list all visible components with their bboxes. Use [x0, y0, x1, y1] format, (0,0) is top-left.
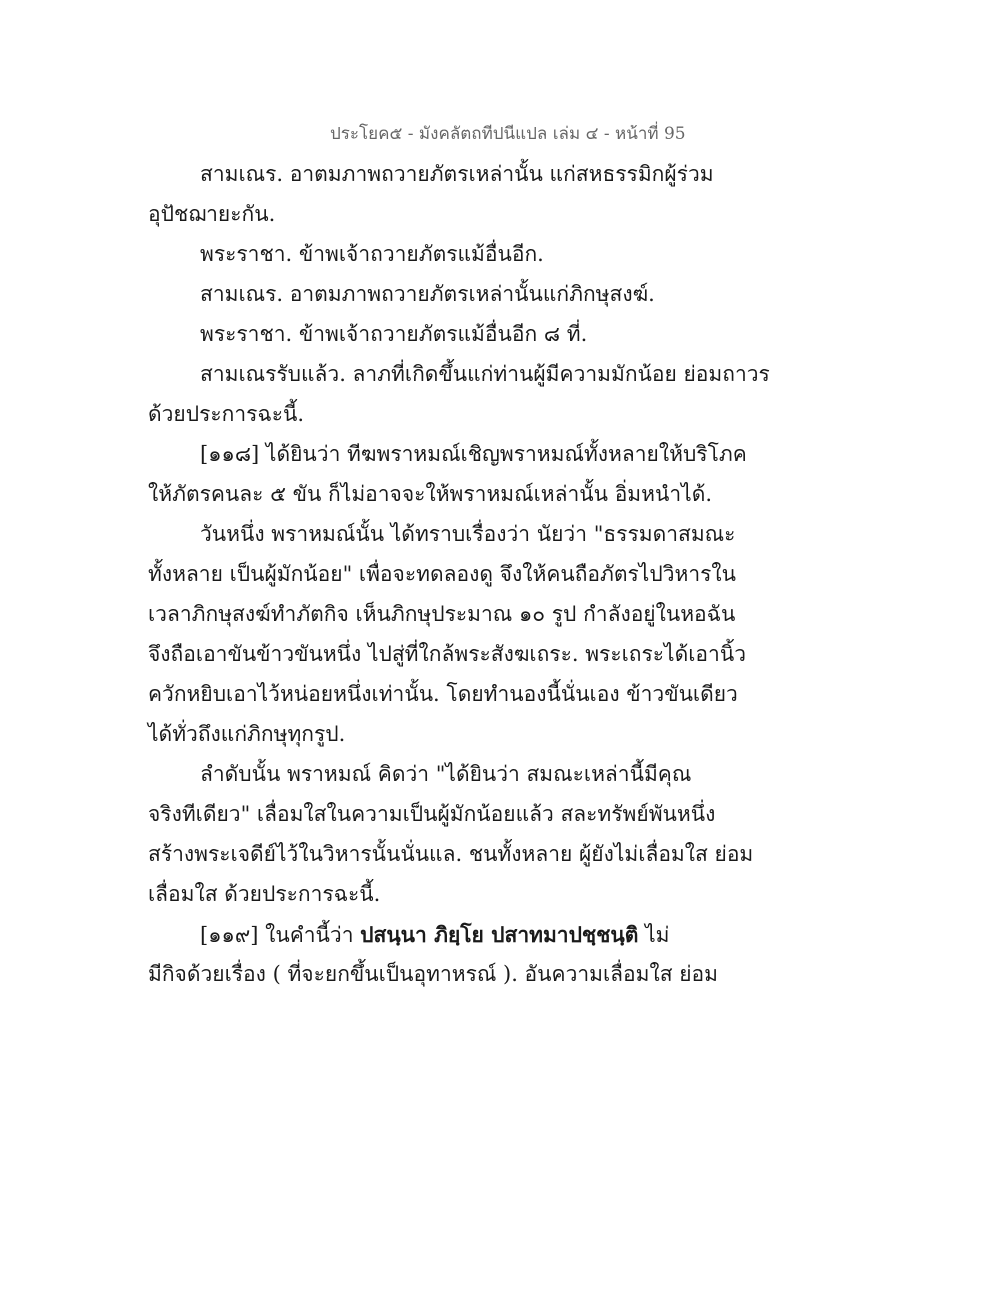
- text-line: จริงทีเดียว" เลื่อมใสในความเป็นผู้มักน้อยแล้ว สละทรัพย์พันหนึ่ง: [148, 802, 716, 826]
- text-line: ด้วยประการฉะนี้.: [148, 402, 305, 426]
- text-line: สามเณร. อาตมภาพถวายภัตรเหล่านั้น แก่สหธรรมิกผู้ร่วม: [200, 162, 714, 186]
- text-line: อุปัชฌายะกัน.: [148, 202, 276, 226]
- text-line: จึงถือเอาขันข้าวขันหนึ่ง ไปสู่ที่ใกล้พระสังฆเถระ. พระเถระได้เอานิ้ว: [148, 642, 746, 666]
- text-line: ให้ภัตรคนละ ๕ ขัน ก็ไม่อาจจะให้พราหมณ์เหล่านั้น อิ่มหนำได้.: [148, 482, 713, 506]
- pali-phrase: ปสนฺนา ภิยฺโย ปสาทมาปชฺชนฺติ: [360, 922, 639, 947]
- text-line: ได้ทั่วถึงแก่ภิกษุทุกรูป.: [148, 722, 346, 746]
- text-line: ทั้งหลาย เป็นผู้มักน้อย" เพื่อจะทดลองดู จึงให้คนถือภัตรไปวิหารใน: [148, 562, 737, 586]
- text-line: ลำดับนั้น พราหมณ์ คิดว่า "ได้ยินว่า สมณะเหล่านี้มีคุณ: [200, 762, 692, 786]
- text-line: พระราชา. ข้าพเจ้าถวายภัตรแม้อื่นอีก.: [200, 242, 544, 266]
- line-suffix: ไม่: [638, 923, 670, 947]
- text-line: [๑๑๘] ได้ยินว่า ทีฆพราหมณ์เชิญพราหมณ์ทั้งหลายให้บริโภค: [200, 442, 747, 466]
- text-line: ควักหยิบเอาไว้หน่อยหนึ่งเท่านั้น. โดยทำนองนี้นั่นเอง ข้าวขันเดียว: [148, 682, 738, 706]
- running-head: ประโยค๕ - มังคลัตถทีปนีแปล เล่ม ๔ - หน้าที่ 95: [330, 124, 686, 144]
- text-line: วันหนึ่ง พราหมณ์นั้น ได้ทราบเรื่องว่า นัยว่า "ธรรมดาสมณะ: [200, 522, 736, 546]
- text-line: เลื่อมใส ด้วยประการฉะนี้.: [148, 882, 381, 906]
- text-line: มีกิจด้วยเรื่อง ( ที่จะยกขึ้นเป็นอุทาหรณ์ ). อันความเลื่อมใส ย่อม: [148, 962, 719, 986]
- text-line: สร้างพระเจดีย์ไว้ในวิหารนั้นนั่นแล. ชนทั้งหลาย ผู้ยังไม่เลื่อมใส ย่อม: [148, 842, 754, 866]
- text-line: เวลาภิกษุสงฆ์ทำภัตกิจ เห็นภิกษุประมาณ ๑๐ รูป กำลังอยู่ในหอฉัน: [148, 602, 736, 626]
- text-line: พระราชา. ข้าพเจ้าถวายภัตรแม้อื่นอีก ๘ ที่.: [200, 322, 588, 346]
- text-line: สามเณรรับแล้ว. ลาภที่เกิดขึ้นแก่ท่านผู้มีความมักน้อย ย่อมถาวร: [200, 362, 770, 386]
- text-line-with-pali: [200, 924, 670, 946]
- text-line: สามเณร. อาตมภาพถวายภัตรเหล่านั้นแก่ภิกษุสงฆ์.: [200, 282, 655, 306]
- line-prefix: [๑๑๙] ในคำนี้ว่า: [200, 923, 361, 947]
